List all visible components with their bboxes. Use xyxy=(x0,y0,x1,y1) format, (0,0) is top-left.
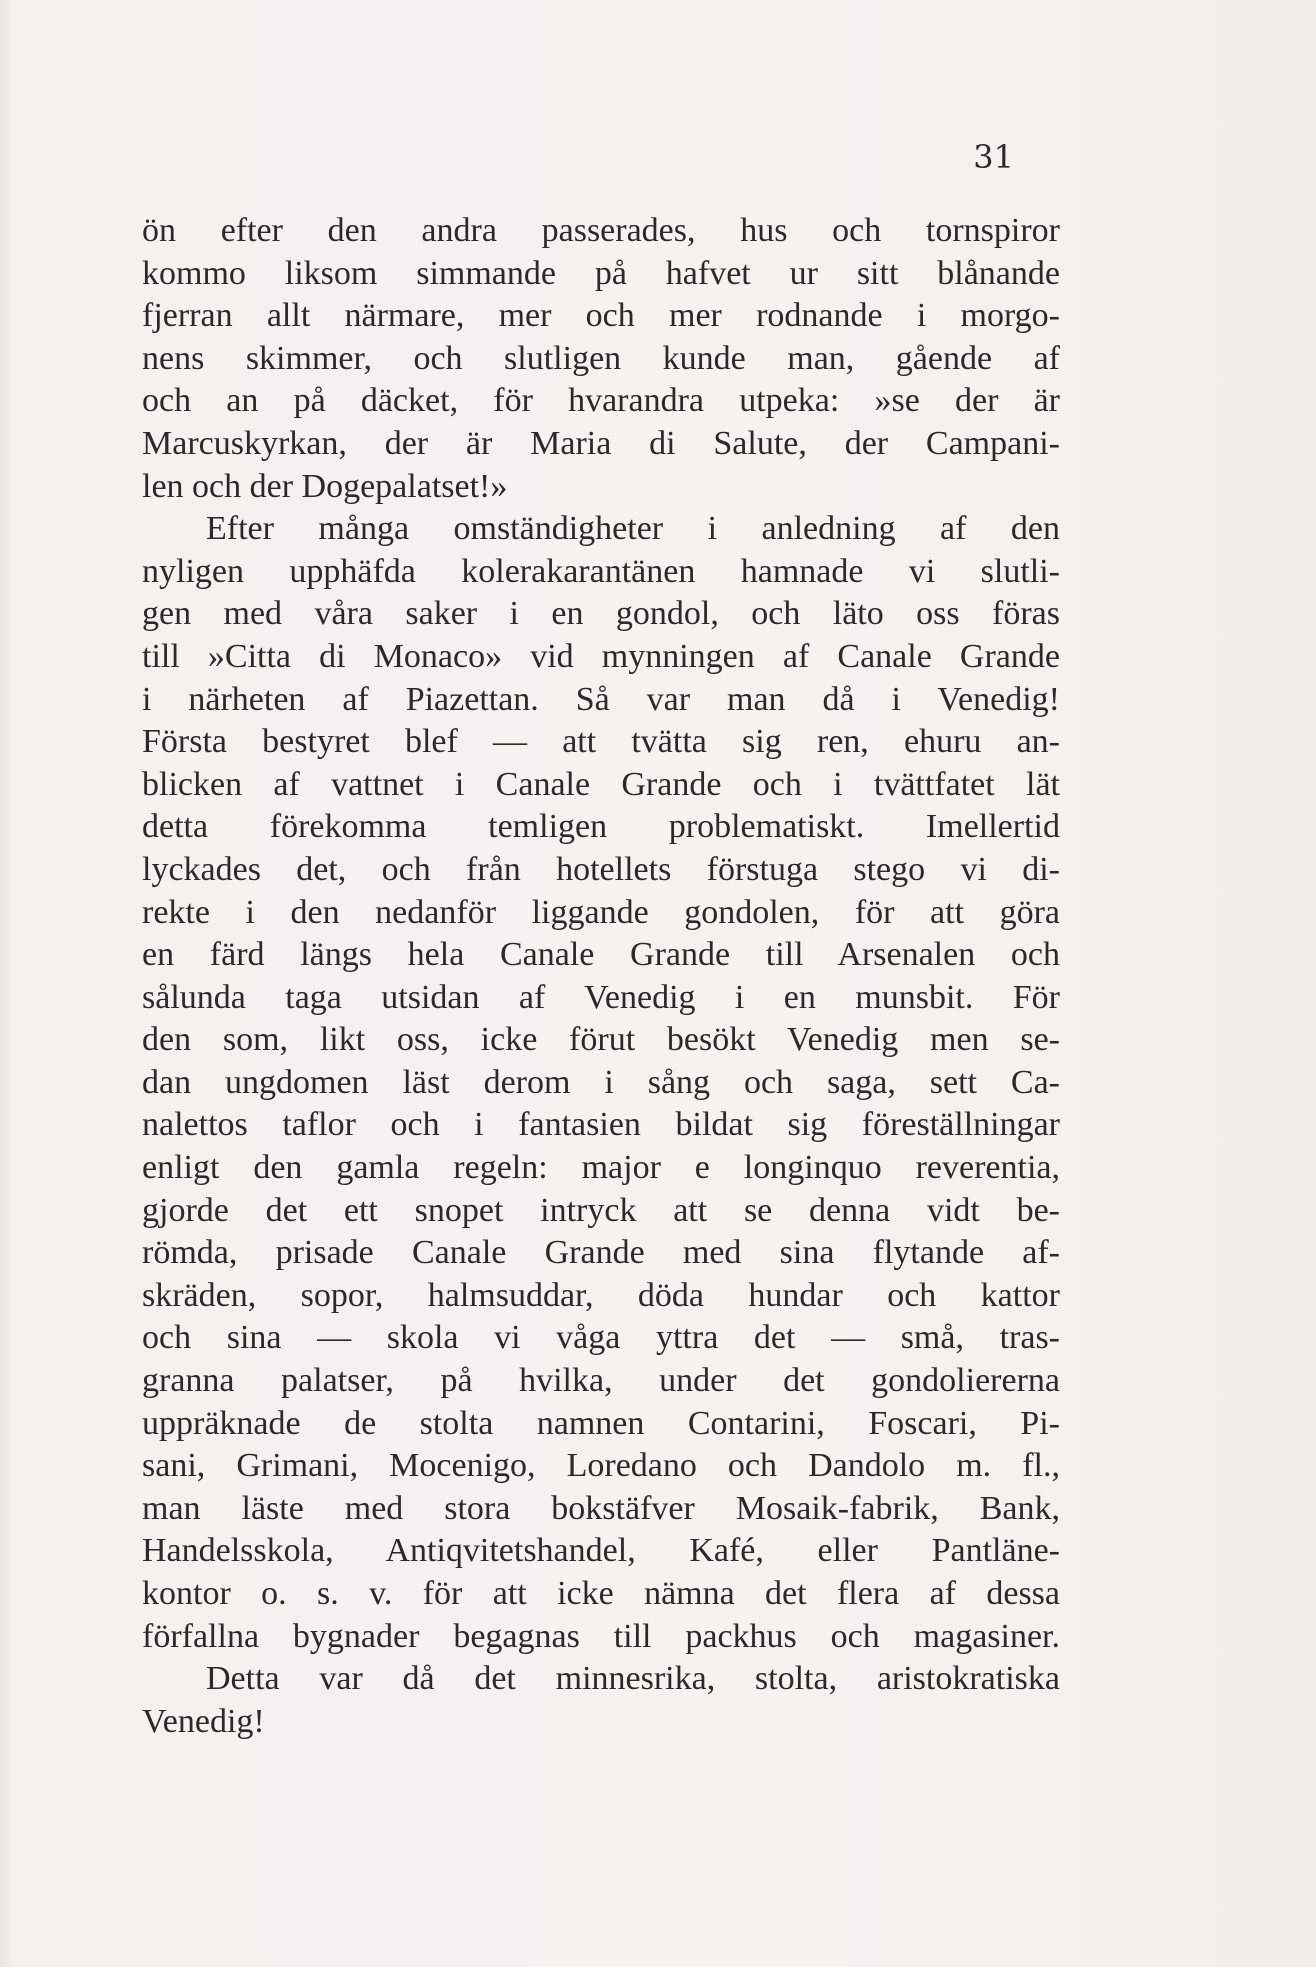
text-line: gen med våra saker i en gondol, och läto oss föras xyxy=(142,595,1060,633)
text-line: nyligen upphäfda kolerakarantänen hamnade vi slutli- xyxy=(142,552,1060,590)
text-line: till »Citta di Monaco» vid mynningen af Canale Grande xyxy=(142,637,1060,675)
text-line: lyckades det, och från hotellets förstuga stego vi di- xyxy=(142,850,1060,888)
text-line: blicken af vattnet i Canale Grande och i tvättfatet lät xyxy=(142,765,1060,803)
text-line: Marcuskyrkan, der är Maria di Salute, der Campani- xyxy=(142,424,1060,462)
text-line: uppräknade de stolta namnen Contarini, Foscari, Pi- xyxy=(142,1404,1060,1442)
text-line: gjorde det ett snopet intryck att se denna vidt be- xyxy=(142,1191,1060,1229)
text-line: granna palatser, på hvilka, under det gondoliererna xyxy=(142,1362,1060,1400)
text-line: Detta var då det minnesrika, stolta, aristokratiska xyxy=(206,1660,1060,1698)
body-text xyxy=(142,210,1060,1743)
text-line: nalettos taflor och i fantasien bildat sig föreställningar xyxy=(142,1106,1060,1144)
text-line: Efter många omständigheter i anledning af den xyxy=(206,510,1060,548)
text-line: kontor o. s. v. för att icke nämna det flera af dessa xyxy=(142,1575,1060,1612)
text-line: och sina — skola vi våga yttra det — små, tras- xyxy=(142,1319,1060,1357)
text-line: ön efter den andra passerades, hus och tornspiror xyxy=(142,212,1060,249)
text-line: den som, likt oss, icke förut besökt Venedig men se- xyxy=(142,1021,1060,1059)
text-line: i närheten af Piazettan. Så var man då i Venedig! xyxy=(142,680,1060,718)
text-line: sålunda taga utsidan af Venedig i en munsbit. För xyxy=(142,978,1060,1016)
text-line: römda, prisade Canale Grande med sina flytande af- xyxy=(142,1234,1060,1272)
text-line: enligt den gamla regeln: major e longinquo reverentia, xyxy=(142,1149,1060,1187)
text-line: skräden, sopor, halmsuddar, döda hundar och kattor xyxy=(142,1276,1060,1314)
text-line: förfallna bygnader begagnas till packhus och magasiner. xyxy=(142,1617,1060,1655)
text-line: kommo liksom simmande på hafvet ur sitt blånande xyxy=(142,254,1060,292)
text-line: fjerran allt närmare, mer och mer rodnande i morgo- xyxy=(142,297,1060,335)
text-line: len och der Dogepalatset!» xyxy=(142,467,508,505)
text-line: Första bestyret blef — att tvätta sig ren, ehuru an- xyxy=(142,723,1060,761)
text-line: dan ungdomen läst derom i sång och saga, sett Ca- xyxy=(142,1063,1060,1101)
text-line: sani, Grimani, Mocenigo, Loredano och Dandolo m. fl., xyxy=(142,1447,1060,1485)
text-line: Handelsskola, Antiqvitetshandel, Kafé, eller Pantläne- xyxy=(142,1532,1060,1570)
text-line: Venedig! xyxy=(142,1702,265,1740)
text-line: nens skimmer, och slutligen kunde man, gående af xyxy=(142,339,1060,377)
page-number: 31 xyxy=(973,138,1014,176)
text-line: och an på däcket, för hvarandra utpeka: »se der är xyxy=(142,382,1060,420)
text-line: rekte i den nedanför liggande gondolen, för att göra xyxy=(142,893,1060,931)
text-line: man läste med stora bokstäfver Mosaik-fabrik, Bank, xyxy=(142,1489,1060,1527)
text-line: en färd längs hela Canale Grande till Arsenalen och xyxy=(142,936,1060,974)
text-line: detta förekomma temligen problematiskt. Imellertid xyxy=(142,808,1060,846)
